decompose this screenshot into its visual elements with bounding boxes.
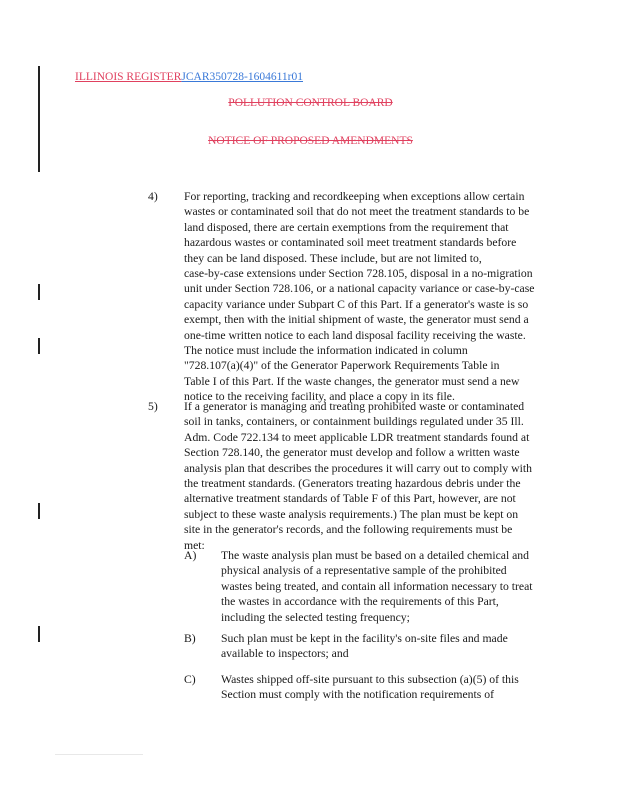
text-line: one-time written notice to each land disposal facility receiving the waste. — [184, 328, 526, 342]
text-line: alternative treatment standards of Table F of this Part, however, are not — [184, 492, 516, 506]
text-line: Section 728.140, the generator must develop and follow a written waste — [184, 446, 520, 460]
text-line: soil in tanks, containers, or containment buildings regulated under 35 Ill. — [184, 415, 524, 429]
item-number: 5) — [148, 400, 158, 413]
text-line: Such plan must be kept in the facility's on-site files and made — [221, 632, 508, 645]
text-line: wastes or contaminated soil that do not meet the treatment standards to be — [184, 205, 530, 219]
subitem-letter: C) — [184, 673, 196, 686]
text-line: wastes being treated, and contain all information necessary to treat — [221, 579, 533, 593]
text-line: site in the generator's records, and the following requirements must be — [184, 523, 513, 537]
change-bar — [38, 66, 40, 172]
text-line: land disposed, there are certain exemptions from the requirement that — [184, 220, 509, 234]
register-title: ILLINOIS REGISTER — [75, 71, 182, 83]
text-line: available to inspectors; and — [221, 647, 349, 661]
text-line: the wastes in accordance with the requirements of this Part, — [221, 595, 499, 609]
text-line: analysis plan that describes the procedures it will carry out to comply with — [184, 461, 532, 475]
subitem-letter: B) — [184, 632, 196, 645]
item-number: 4) — [148, 190, 158, 203]
change-bar — [38, 338, 40, 354]
text-line: For reporting, tracking and recordkeeping when exceptions allow certain — [184, 190, 525, 203]
text-line: The notice must include the information indicated in column — [184, 344, 468, 358]
text-line: hazardous wastes or contaminated soil meet treatment standards before — [184, 236, 517, 250]
text-line: Table I of this Part. If the waste changes, the generator must send a new — [184, 374, 520, 388]
register-header — [75, 70, 303, 84]
change-bar — [38, 284, 40, 300]
text-line: including the selected testing frequency; — [221, 610, 410, 624]
subparagraph-a — [221, 548, 566, 625]
subparagraph-c — [221, 672, 566, 703]
change-bar — [38, 503, 40, 519]
notice-title: NOTICE OF PROPOSED AMENDMENTS — [208, 135, 413, 147]
text-line: they can be land disposed. These include, but are not limited to, — [184, 251, 482, 265]
change-bar — [38, 626, 40, 642]
text-line: If a generator is managing and treating prohibited waste or contaminated — [184, 400, 525, 413]
text-line: unit under Section 728.106, or a national capacity variance or case-by-case — [184, 282, 535, 296]
text-line: Adm. Code 722.134 to meet applicable LDR treatment standards found at — [184, 430, 530, 444]
text-line: subject to these waste analysis requirements.) The plan must be kept on — [184, 507, 519, 521]
document-id: JCAR350728-1604611r01 — [181, 71, 303, 83]
text-line: Wastes shipped off-site pursuant to this subsection (a)(5) of this — [221, 673, 519, 686]
text-line: met: — [184, 538, 205, 552]
text-line: the treatment standards. (Generators treating hazardous debris under the — [184, 477, 521, 491]
text-line: The waste analysis plan must be based on a detailed chemical and — [221, 549, 529, 562]
subitem-letter: A) — [184, 549, 197, 562]
footer-rule — [55, 754, 143, 755]
text-line: physical analysis of a representative sample of the prohibited — [221, 564, 507, 578]
subparagraph-b — [221, 631, 566, 662]
board-title: POLLUTION CONTROL BOARD — [228, 97, 393, 109]
text-line: capacity variance under Subpart C of this Part. If a generator's waste is so — [184, 297, 529, 311]
text-line: "728.107(a)(4)" of the Generator Paperwork Requirements Table in — [184, 359, 500, 373]
text-line: Section must comply with the notification requirements of — [221, 688, 494, 702]
paragraph-4 — [184, 189, 564, 405]
text-line: case-by-case extensions under Section 728.105, disposal in a no-migration — [184, 267, 533, 281]
text-line: exempt, then with the initial shipment of waste, the generator must send a — [184, 313, 529, 327]
paragraph-5 — [184, 399, 564, 553]
text-line: notice to the receiving facility, and place a copy in its file. — [184, 390, 455, 404]
